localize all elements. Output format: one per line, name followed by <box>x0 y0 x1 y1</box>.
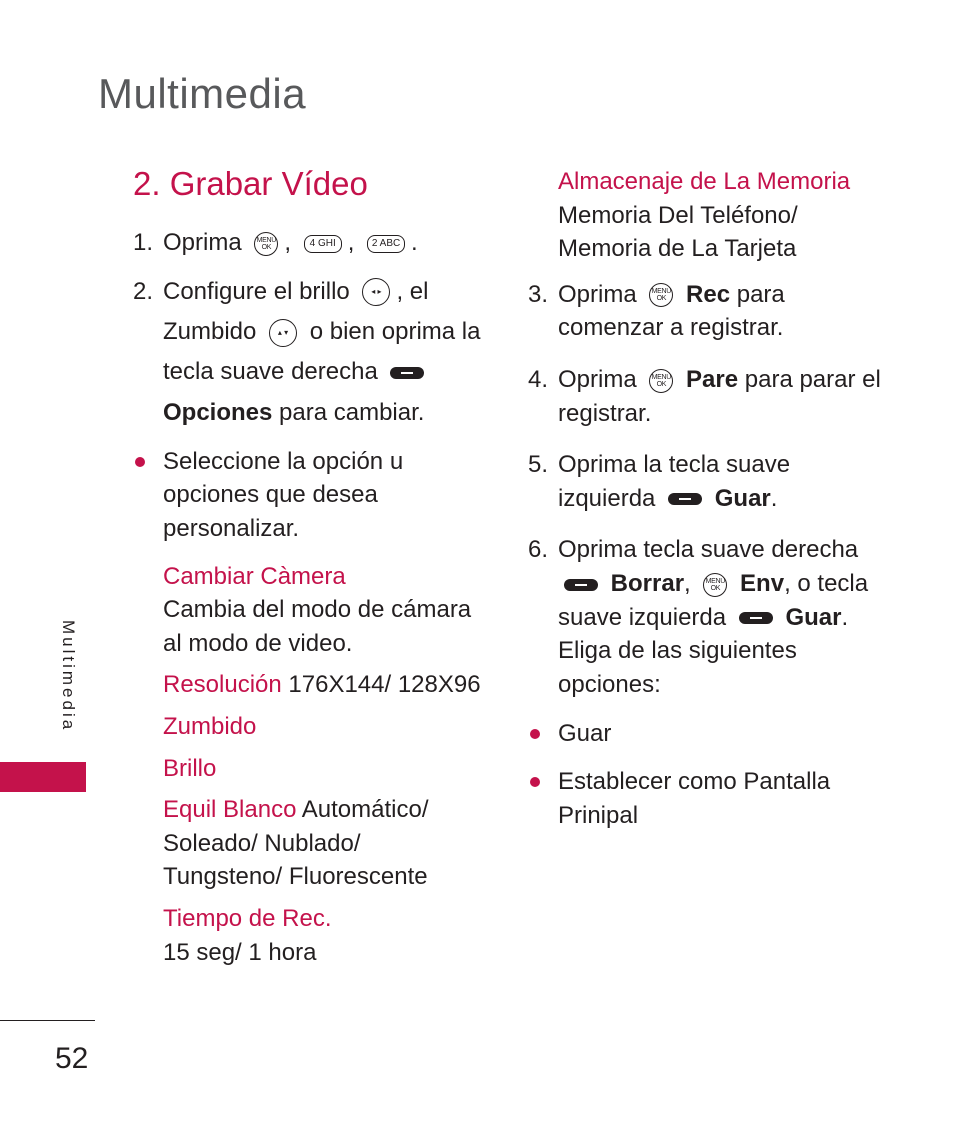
bullet-dot-icon <box>530 729 540 739</box>
guar-label: Guar <box>714 484 771 512</box>
option-value: 176X144/ 128X96 <box>288 671 481 699</box>
option-cambiar-camera <box>163 560 483 661</box>
step-1: 1. Oprima MENU OK , 4 GHI , 2 ABC . <box>133 226 483 260</box>
step-text: Oprima tecla suave derecha <box>558 536 859 564</box>
bottom-divider <box>0 1020 95 1021</box>
menu-ok-key-icon: MENU OK <box>649 283 673 307</box>
option-value: Automático/ Soleado/ Nublado/ Tungsteno/ Fluorescente <box>163 796 429 891</box>
guar-label: Guar <box>785 603 842 631</box>
rec-label: Rec <box>686 280 731 308</box>
page-title: Multimedia <box>98 70 307 117</box>
bullet-text: Establecer como Pantalla Prinipal <box>558 767 831 829</box>
left-soft-key-icon <box>668 493 702 505</box>
key-2-icon: 2 ABC <box>367 235 405 253</box>
bullet-dot-icon <box>530 777 540 787</box>
env-label: Env <box>740 569 785 597</box>
step-text: para parar el registrar. <box>558 365 881 427</box>
step-3 <box>528 278 888 345</box>
option-tiempo-rec <box>163 902 483 969</box>
step-text: , el Zumbido <box>163 277 429 345</box>
option-value: 15 seg/ 1 hora <box>163 938 317 966</box>
step-number: 3. <box>528 280 549 308</box>
step-text: , o tecla suave izquierda <box>558 569 869 631</box>
page-number: 52 <box>55 1042 89 1075</box>
side-tab-marker <box>0 762 86 792</box>
step-number: 4. <box>528 365 549 393</box>
step-number: 5. <box>528 451 549 479</box>
step-text: para comenzar a registrar. <box>558 280 785 342</box>
bullet-text: Seleccione la opción u opciones que desea personalizar. <box>163 447 404 543</box>
bullet-guar <box>528 717 888 751</box>
step-text: para cambiar. <box>279 398 425 426</box>
side-section-label: Multimedia <box>59 620 78 733</box>
left-soft-key-icon <box>739 612 773 624</box>
option-label: Resolución <box>163 671 282 699</box>
option-label: Tiempo de Rec. <box>163 904 332 932</box>
option-label: Brillo <box>163 754 217 782</box>
step-text: Eliga de las siguientes opciones: <box>558 637 797 698</box>
step-text: Oprima <box>163 229 242 256</box>
step-4 <box>528 363 888 430</box>
option-label: Almacenaje de La Memoria <box>558 168 851 195</box>
left-column <box>133 226 483 977</box>
step-text: Configure el brillo <box>163 277 350 305</box>
option-almacenaje <box>528 165 888 266</box>
nav-left-right-key-icon: ◂ ▸ <box>362 278 390 306</box>
bullet-intro <box>133 445 483 546</box>
step-2 <box>133 272 483 433</box>
step-number: 6. <box>528 536 549 564</box>
option-label: Cambiar Càmera <box>163 562 346 590</box>
key-4-icon: 4 GHI <box>304 235 342 253</box>
option-resolucion <box>163 668 483 702</box>
section-title: 2. Grabar Vídeo <box>133 165 368 202</box>
borrar-label: Borrar <box>610 569 685 597</box>
step-text: Oprima <box>558 280 637 308</box>
menu-ok-key-icon: MENU OK <box>703 573 727 597</box>
step-number: 1. <box>133 229 154 256</box>
bullet-establecer <box>528 765 888 832</box>
step-text: Oprima <box>558 365 637 393</box>
bullet-text: Guar <box>558 720 612 748</box>
right-soft-key-icon <box>390 367 424 379</box>
pare-label: Pare <box>686 365 739 393</box>
options-list <box>133 560 483 970</box>
step-number: 2. <box>133 277 154 305</box>
menu-ok-key-icon: MENU OK <box>254 232 278 256</box>
step-6: 6. Oprima tecla suave derecha Borrar, MENU OK Env, o tecla suave izquierda Guar. Eliga de las siguientes opciones: <box>528 533 888 701</box>
bullet-dot-icon <box>135 457 145 467</box>
right-soft-key-icon <box>564 579 598 591</box>
option-brillo <box>163 752 483 786</box>
menu-ok-key-icon: MENU OK <box>649 369 673 393</box>
option-equil-blanco <box>163 793 483 894</box>
step-text: Oprima la tecla suave izquierda <box>558 451 791 512</box>
option-zumbido <box>163 710 483 744</box>
option-label: Zumbido <box>163 713 257 740</box>
nav-up-down-key-icon: ▴ ▾ <box>269 319 297 347</box>
option-value: Memoria Del Teléfono/ Memoria de La Tarjeta <box>558 201 798 263</box>
option-value: Cambia del modo de cámara al modo de video. <box>163 596 472 657</box>
opciones-label: Opciones <box>163 398 273 426</box>
right-column <box>528 165 888 846</box>
option-label: Equil Blanco <box>163 796 297 824</box>
step-5: 5. Oprima la tecla suave izquierda Guar. <box>528 448 888 515</box>
step-text: o bien oprima la tecla suave derecha <box>163 317 481 386</box>
